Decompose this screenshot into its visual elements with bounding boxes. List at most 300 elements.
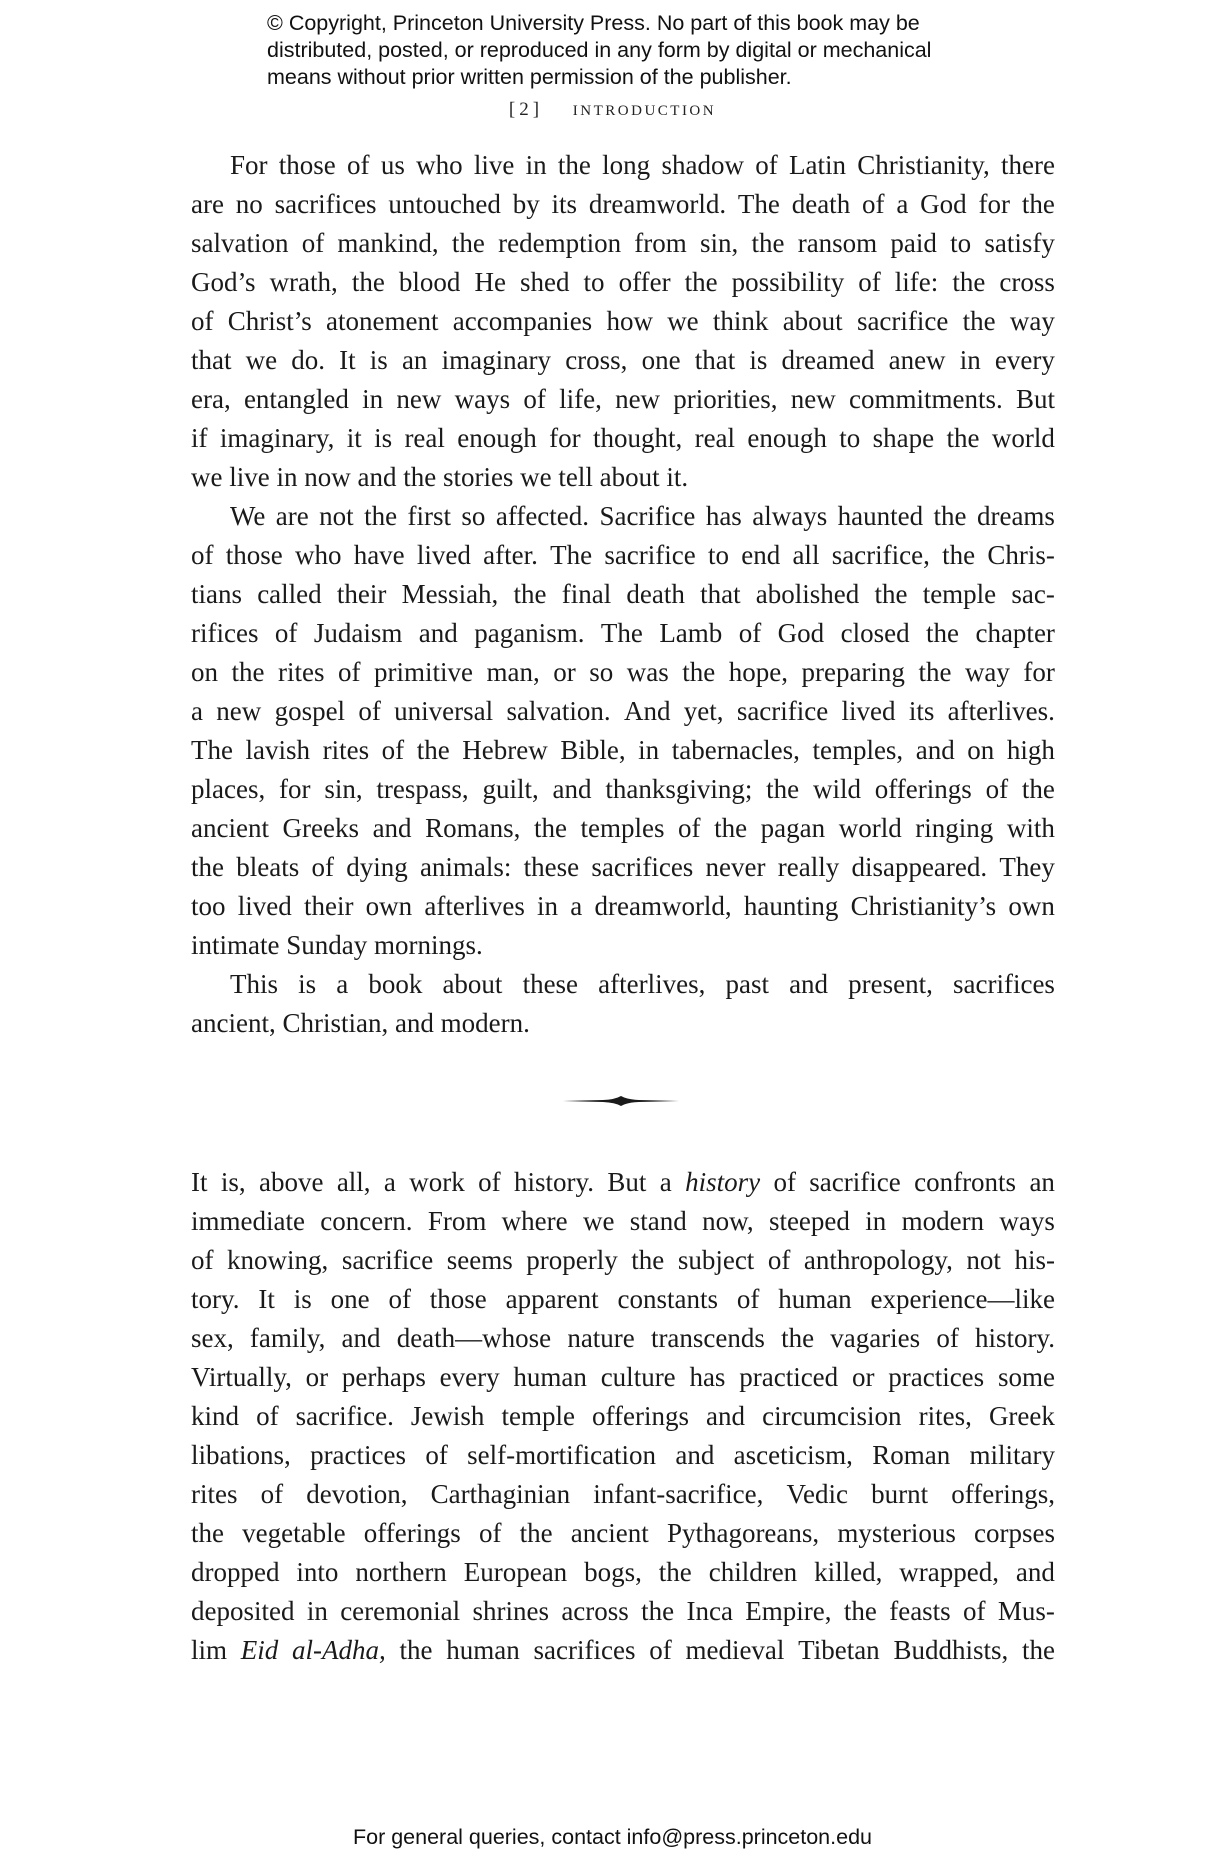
word: in <box>525 150 547 180</box>
word: practices <box>888 1362 985 1392</box>
word: the <box>533 813 567 843</box>
word: nature <box>567 1323 635 1353</box>
word: libations, <box>191 1440 291 1470</box>
word: really <box>777 852 840 882</box>
text-line <box>191 1592 1055 1631</box>
word: infant-sacrifice, <box>593 1479 764 1509</box>
word: rites <box>191 1479 238 1509</box>
word: way <box>964 657 1010 687</box>
word: is <box>374 423 393 453</box>
word: tory. <box>191 1284 240 1314</box>
word: of <box>191 1245 214 1275</box>
word: that <box>694 345 736 375</box>
word: They <box>999 852 1055 882</box>
word: is <box>293 1284 312 1314</box>
word: untouched <box>388 189 501 219</box>
word: sex, <box>191 1323 234 1353</box>
word: the <box>519 1518 553 1548</box>
word: rites, <box>918 1401 972 1431</box>
word: for <box>978 189 1010 219</box>
word: Romans, <box>425 813 521 843</box>
word: and <box>341 1323 381 1353</box>
word: so <box>589 657 614 687</box>
word: of <box>678 813 701 843</box>
word: sin, <box>324 774 363 804</box>
word: mankind, <box>337 228 439 258</box>
word: a <box>896 189 909 219</box>
word: This <box>230 969 279 999</box>
word: ransom <box>797 228 878 258</box>
word: the <box>918 657 952 687</box>
word: those <box>225 540 283 570</box>
word: the <box>364 501 398 531</box>
word: pagan <box>760 813 826 843</box>
word: in <box>638 735 660 765</box>
word: of <box>260 1479 284 1509</box>
word: feasts <box>889 1596 951 1626</box>
section-break-ornament <box>563 1094 679 1108</box>
word: salvation <box>191 228 289 258</box>
word: so <box>461 501 486 531</box>
word: it <box>346 423 362 453</box>
word: Inca <box>686 1596 733 1626</box>
word: the <box>682 657 716 687</box>
word: tians <box>191 579 242 609</box>
word: present, <box>848 969 933 999</box>
word: human <box>446 1635 520 1665</box>
word: sacrifice. <box>295 1401 394 1431</box>
text-line <box>191 731 1055 770</box>
word: animals: <box>419 852 512 882</box>
word: death <box>791 189 851 219</box>
word: knowing, <box>227 1245 329 1275</box>
word: apparent <box>505 1284 599 1314</box>
punctuation: , <box>379 1635 386 1665</box>
italic-word: al-Adha, <box>292 1635 386 1665</box>
word: we <box>582 1206 615 1236</box>
word: and <box>706 1401 746 1431</box>
word: the <box>952 267 986 297</box>
word: modern <box>901 1206 985 1236</box>
word: of <box>523 384 546 414</box>
word: devotion, <box>306 1479 408 1509</box>
word: the <box>231 657 265 687</box>
word: satisfy <box>984 228 1055 258</box>
word: vagaries <box>830 1323 921 1353</box>
word: Lamb <box>659 618 723 648</box>
word: shrines <box>472 1596 549 1626</box>
word: sacrifice <box>736 696 829 726</box>
word: Christianity’s <box>850 891 997 921</box>
word: The <box>600 618 643 648</box>
word: and <box>915 735 955 765</box>
word: of <box>274 618 298 648</box>
word: always <box>752 501 828 531</box>
word: in <box>306 1596 328 1626</box>
word: anew <box>888 345 946 375</box>
word: Jewish <box>410 1401 485 1431</box>
word: possibility <box>731 267 845 297</box>
word: sac- <box>1011 579 1055 609</box>
word: who <box>416 150 463 180</box>
word: in <box>537 891 559 921</box>
word: enough <box>747 423 827 453</box>
word: the <box>843 1596 877 1626</box>
word: their <box>336 579 387 609</box>
word: of <box>425 1440 448 1470</box>
word: new <box>216 696 262 726</box>
word: blood <box>398 267 461 297</box>
word: of <box>985 774 1009 804</box>
word: in <box>865 1206 887 1236</box>
word: the <box>714 813 748 843</box>
word: a <box>383 1167 396 1197</box>
word: never <box>705 852 766 882</box>
word: in <box>362 384 384 414</box>
word: the <box>191 1518 224 1548</box>
text-line <box>191 653 1055 692</box>
word: sacrifice, <box>831 540 930 570</box>
word: is <box>298 969 317 999</box>
word: Chris- <box>987 540 1055 570</box>
word: of <box>478 1167 501 1197</box>
word: priorities, <box>673 384 778 414</box>
word: lived <box>237 891 292 921</box>
text-line <box>191 1241 1055 1280</box>
word: the <box>1021 774 1055 804</box>
word: ways <box>454 384 511 414</box>
word: of <box>767 1245 791 1275</box>
word: immediate <box>191 1206 305 1236</box>
word: Greek <box>988 1401 1055 1431</box>
word: after. <box>483 540 538 570</box>
word: us <box>380 150 405 180</box>
word: properly <box>526 1245 618 1275</box>
word: do. <box>291 345 326 375</box>
word: sacrifice <box>604 540 696 570</box>
word: redemption <box>498 228 622 258</box>
text-line <box>191 1202 1055 1241</box>
word: of <box>347 150 370 180</box>
word: ways <box>999 1206 1055 1236</box>
word: Carthaginian <box>430 1479 571 1509</box>
word: universal <box>394 696 494 726</box>
word: enough <box>457 423 537 453</box>
word: have <box>353 540 405 570</box>
word: or <box>305 1362 329 1392</box>
word: is, <box>220 1167 246 1197</box>
text-line <box>191 302 1055 341</box>
word: how <box>606 306 653 336</box>
word: burnt <box>871 1479 929 1509</box>
word: there <box>1001 150 1055 180</box>
word: But <box>1015 384 1055 414</box>
word: paid <box>890 228 937 258</box>
word: rites <box>322 735 370 765</box>
copyright-line: © Copyright, Princeton University Press. No part of this book may be <box>267 11 920 35</box>
word: practices <box>310 1440 406 1470</box>
word: lavish <box>245 735 311 765</box>
word: the <box>416 735 450 765</box>
word: kind <box>191 1401 240 1431</box>
word: wild <box>812 774 861 804</box>
word: of <box>388 1284 411 1314</box>
word: those <box>278 150 336 180</box>
word: accompanies <box>452 306 593 336</box>
word: about <box>442 969 503 999</box>
word: sacrifices <box>591 852 694 882</box>
word: The <box>191 735 233 765</box>
word: is <box>369 345 388 375</box>
word: new <box>615 384 661 414</box>
word: to <box>950 228 972 258</box>
word: if <box>191 423 208 453</box>
word: about <box>782 306 843 336</box>
section-title: introduction <box>572 95 717 120</box>
word: from <box>634 228 687 258</box>
word: or <box>553 657 576 687</box>
word: Empire, <box>745 1596 832 1626</box>
word: lived <box>841 696 896 726</box>
word: no <box>235 189 263 219</box>
word: who <box>294 540 342 570</box>
word: history. <box>974 1323 1055 1353</box>
word: life, <box>559 384 602 414</box>
word: these <box>522 969 579 999</box>
word: every <box>994 345 1055 375</box>
word: the <box>451 228 485 258</box>
word: first <box>407 501 451 531</box>
copyright-notice <box>267 10 1027 91</box>
word: the <box>351 267 385 297</box>
word: history. <box>513 1167 594 1197</box>
word: sacrifice <box>809 1167 901 1197</box>
word: the <box>933 501 967 531</box>
word: offerings <box>592 1401 689 1431</box>
word: confronts <box>914 1167 1017 1197</box>
word: sacrifice <box>856 306 949 336</box>
word: into <box>296 1557 339 1587</box>
text-line <box>191 1319 1055 1358</box>
word: with <box>1006 813 1055 843</box>
word: It <box>258 1284 275 1314</box>
word: experience—like <box>870 1284 1055 1314</box>
word: yet, <box>683 696 724 726</box>
word: lived <box>416 540 471 570</box>
word: one <box>330 1284 370 1314</box>
word: by <box>512 189 540 219</box>
word: and <box>1015 1557 1055 1587</box>
word: European <box>463 1557 568 1587</box>
text-line <box>191 809 1055 848</box>
line-text: ancient, Christian, and modern. <box>191 1008 530 1038</box>
word: lim <box>191 1635 228 1665</box>
word: temples <box>580 813 665 843</box>
word: Latin <box>788 150 846 180</box>
word: way <box>1009 306 1055 336</box>
word: every <box>439 1362 500 1392</box>
word: the <box>942 540 976 570</box>
copyright-line: means without prior written permission of the publisher. <box>267 65 792 89</box>
word: of <box>381 735 405 765</box>
word: an <box>401 345 428 375</box>
word: shadow <box>661 150 744 180</box>
word: end <box>741 540 781 570</box>
word: the <box>641 1596 675 1626</box>
text-line <box>191 1280 1055 1319</box>
word: sacrifice <box>341 1245 434 1275</box>
word: God <box>920 189 967 219</box>
word: self-mortification <box>467 1440 657 1470</box>
section-one-text <box>191 146 1055 1043</box>
word: one <box>641 345 681 375</box>
word: we <box>667 306 699 336</box>
word: constants <box>617 1284 718 1314</box>
word: Greeks <box>282 813 359 843</box>
word: temple <box>501 1401 575 1431</box>
word: the <box>1021 1635 1055 1665</box>
word: work <box>409 1167 465 1197</box>
word: on <box>967 735 995 765</box>
word: concern. <box>320 1206 413 1236</box>
text-line <box>191 926 1055 965</box>
word: to <box>583 267 605 297</box>
word: places, <box>191 774 266 804</box>
word: are <box>275 501 309 531</box>
word: Pythagoreans, <box>666 1518 820 1548</box>
word: dreamed <box>781 345 875 375</box>
text-line <box>191 1397 1055 1436</box>
text-line <box>191 770 1055 809</box>
word: primitive <box>374 657 473 687</box>
word: is <box>749 345 768 375</box>
word: of <box>358 696 381 726</box>
word: the <box>926 618 960 648</box>
word: a <box>659 1167 672 1197</box>
word: life: <box>894 267 939 297</box>
word: of <box>755 150 778 180</box>
word: live <box>473 150 515 180</box>
word: a <box>336 969 349 999</box>
word: sacrifices <box>953 969 1055 999</box>
word: ancient <box>570 1518 649 1548</box>
word: hope, <box>728 657 788 687</box>
text-line <box>191 341 1055 380</box>
word: past <box>725 969 769 999</box>
word: Virtually, <box>191 1362 292 1392</box>
word: and <box>675 1440 715 1470</box>
word: the <box>399 1635 433 1665</box>
word: sacrifices <box>533 1635 636 1665</box>
word: that <box>191 345 232 375</box>
text-line <box>191 692 1055 731</box>
word: that <box>700 579 741 609</box>
word: for <box>549 423 581 453</box>
text-line <box>191 536 1055 575</box>
word: the <box>1021 189 1055 219</box>
word: the <box>766 774 800 804</box>
word: gospel <box>274 696 346 726</box>
word: entangled <box>243 384 349 414</box>
word: death <box>626 579 685 609</box>
word: all <box>792 540 820 570</box>
word: are <box>191 189 224 219</box>
text-line <box>191 848 1055 887</box>
word: to <box>707 540 729 570</box>
word: stand <box>629 1206 687 1236</box>
word: of <box>738 618 762 648</box>
word: an <box>1029 1167 1055 1197</box>
word: new <box>790 384 836 414</box>
word: of <box>478 1518 502 1548</box>
text-line <box>191 458 1055 497</box>
word: dreamworld, <box>594 891 732 921</box>
word: of <box>301 228 325 258</box>
word: corpses <box>974 1518 1055 1548</box>
word: atonement <box>326 306 439 336</box>
word: dropped <box>191 1557 280 1587</box>
word: man, <box>486 657 540 687</box>
word: abolished <box>755 579 860 609</box>
word: own <box>365 891 413 921</box>
word: temples, <box>812 735 904 765</box>
word: Hebrew <box>462 735 548 765</box>
word: commitments. <box>848 384 1003 414</box>
line-text: we live in now and the stories we tell about it. <box>191 462 689 492</box>
word: of <box>736 1284 760 1314</box>
word: where <box>501 1206 568 1236</box>
word: Buddhists, <box>893 1635 1009 1665</box>
word: too <box>191 891 226 921</box>
word: imaginary, <box>219 423 335 453</box>
word: afterlives. <box>947 696 1055 726</box>
word: We <box>230 501 266 531</box>
text-line <box>191 185 1055 224</box>
word: final <box>561 579 612 609</box>
word: the <box>946 423 980 453</box>
word: deposited <box>191 1596 295 1626</box>
word: children <box>708 1557 798 1587</box>
word: human <box>513 1362 587 1392</box>
line-text: intimate Sunday mornings. <box>191 930 483 960</box>
word: thought, <box>592 423 683 453</box>
text-line <box>191 1358 1055 1397</box>
text-line <box>191 263 1055 302</box>
copyright-line: distributed, posted, or reproduced in any form by digital or mechanical <box>267 38 932 62</box>
word: steeped <box>768 1206 850 1236</box>
word: The <box>737 189 780 219</box>
word: those <box>429 1284 487 1314</box>
word: haunted <box>837 501 924 531</box>
word: ancient <box>191 813 269 843</box>
word: era, <box>191 384 231 414</box>
word: its <box>551 189 578 219</box>
text-line <box>191 1475 1055 1514</box>
word: medieval <box>685 1635 785 1665</box>
word: bogs, <box>584 1557 642 1587</box>
word: Sacrifice <box>599 501 696 531</box>
word: chapter <box>975 618 1055 648</box>
word: offerings <box>363 1518 461 1548</box>
word: sacrifices <box>274 189 377 219</box>
word: closed <box>840 618 910 648</box>
word: of <box>256 1401 279 1431</box>
word: God <box>777 618 825 648</box>
word: was <box>626 657 669 687</box>
word: haunting <box>743 891 839 921</box>
word: and <box>372 813 412 843</box>
word: or <box>851 1362 875 1392</box>
